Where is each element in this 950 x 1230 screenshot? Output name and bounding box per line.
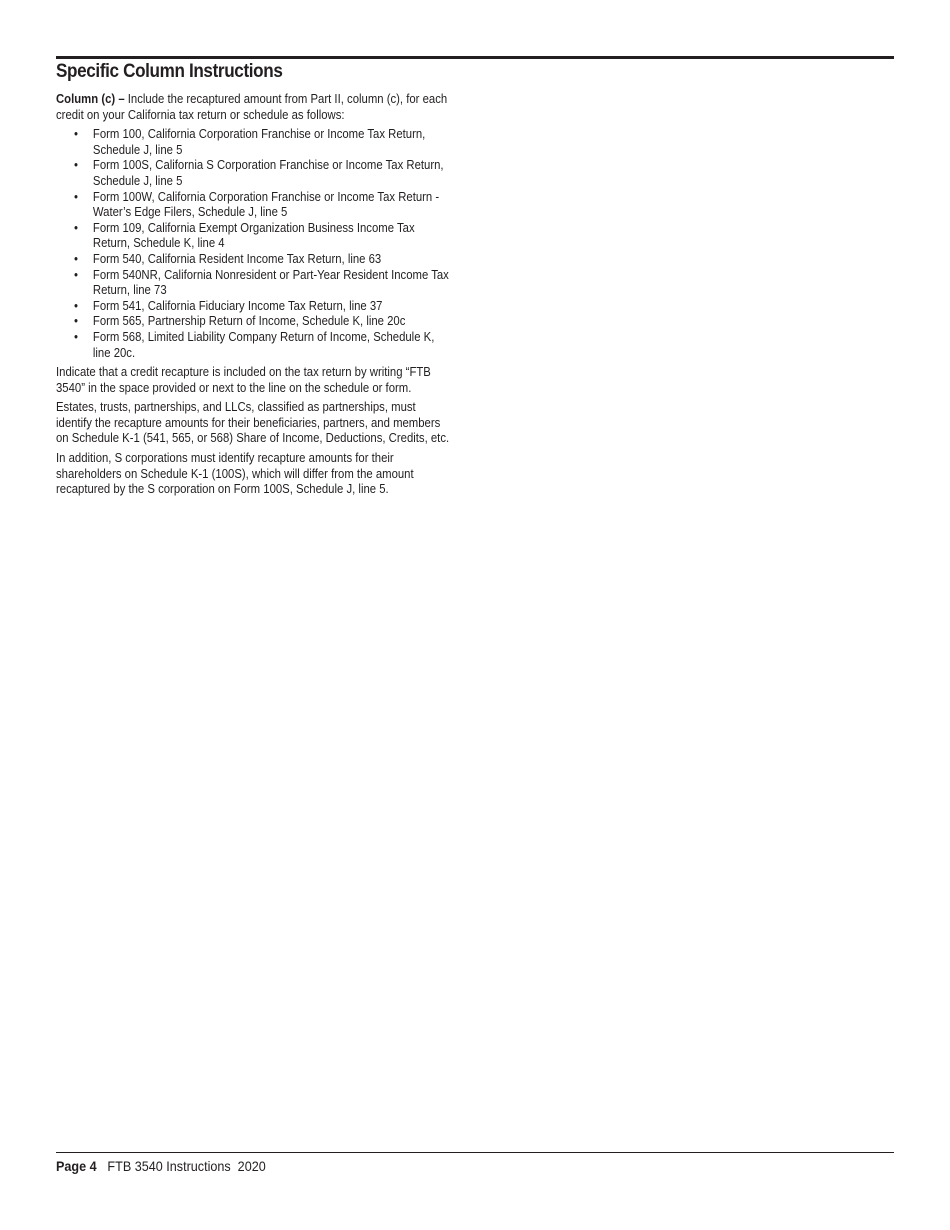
list-item-text: Form 540NR, California Nonresident or Part-Year Resident Income Tax Return, line 73 [92, 267, 449, 298]
top-rule [56, 56, 894, 59]
bullet-icon: • [74, 314, 78, 329]
s-corporation-recapture-paragraph: In addition, S corporations must identify recapture amounts for their shareholders on Schedule K-1 (100S), which will differ from the amount recaptured by the S corporation on Form 100S, Schedule J, line 5. [56, 451, 414, 497]
column-c-text: Include the recaptured amount from Part II, column (c), for each credit on your California tax return or schedule as follows: [56, 92, 448, 122]
list-item-text: Form 109, California Exempt Organization Business Income Tax Return, Schedule K, line 4 [92, 220, 415, 251]
page-footer [56, 1158, 266, 1174]
bullet-icon: • [74, 329, 78, 344]
bullet-icon: • [74, 298, 78, 313]
partnership-recapture-paragraph: Estates, trusts, partnerships, and LLCs, classified as partnerships, must identify the recapture amounts for their beneficiaries, partners, and members on Schedule K-1 (541, 565, or 568) Share of Income, Deductions, Credits, etc. [56, 400, 450, 446]
list-item [56, 190, 452, 221]
bullet-icon: • [74, 267, 78, 282]
list-item [56, 330, 452, 361]
column-c-lead: Column (c) – [56, 92, 125, 106]
recapture-indication-paragraph: Indicate that a credit recapture is included on the tax return by writing “FTB 3540” in the space provided or next to the line on the schedule or form. [56, 365, 431, 395]
list-item [56, 252, 452, 268]
footer-rule [56, 1152, 894, 1153]
page-number: Page 4 [56, 1158, 97, 1174]
list-item [56, 127, 452, 158]
list-item-text: Form 541, California Fiduciary Income Tax Return, line 37 [92, 298, 383, 313]
list-item [56, 158, 452, 189]
list-item-text: Form 568, Limited Liability Company Return of Income, Schedule K, line 20c. [92, 329, 435, 360]
list-item [56, 299, 452, 315]
column-c-paragraph [56, 92, 452, 123]
list-item-text: Form 540, California Resident Income Tax Return, line 63 [92, 251, 382, 266]
list-item-text: Form 100W, California Corporation Franchise or Income Tax Return - Water’s Edge Filers, Schedule J, line 5 [92, 189, 440, 220]
section-title: Specific Column Instructions [56, 61, 283, 82]
form-list [56, 127, 452, 361]
instructions-content [56, 92, 452, 502]
document-title: FTB 3540 Instructions 2020 [107, 1158, 266, 1174]
bullet-icon: • [74, 220, 78, 235]
list-item [56, 221, 452, 252]
list-item-text: Form 565, Partnership Return of Income, Schedule K, line 20c [92, 314, 406, 329]
list-item [56, 268, 452, 299]
list-item-text: Form 100S, California S Corporation Franchise or Income Tax Return, Schedule J, line 5 [92, 158, 444, 188]
bullet-icon: • [74, 189, 78, 204]
list-item [56, 314, 452, 330]
bullet-icon: • [74, 158, 78, 173]
bullet-icon: • [74, 127, 78, 142]
list-item-text: Form 100, California Corporation Franchise or Income Tax Return, Schedule J, line 5 [92, 127, 426, 157]
bullet-icon: • [74, 251, 78, 266]
